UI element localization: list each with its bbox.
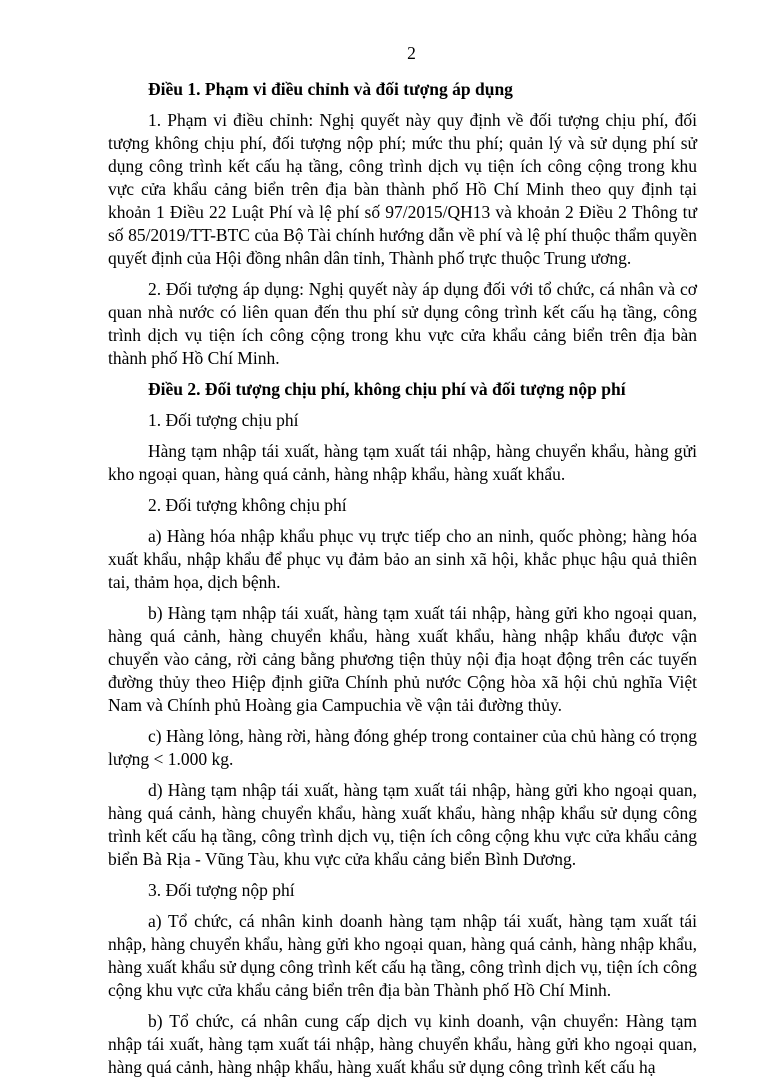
article-2-heading: Điều 2. Đối tượng chịu phí, không chịu phí và đối tượng nộp phí (148, 379, 626, 399)
page-number: 2 (407, 43, 416, 63)
article-2-clause-1-title: 1. Đối tượng chịu phí (148, 410, 299, 430)
article-2-clause-2-point-a: a) Hàng hóa nhập khẩu phục vụ trực tiếp cho an ninh, quốc phòng; hàng hóa xuất khẩu, nhập khẩu để phục vụ đảm bảo an sinh xã hội, khắc phục hậu quả thiên tai, thảm họa, dịch bệnh. (108, 526, 697, 592)
article-2-clause-2-point-b: b) Hàng tạm nhập tái xuất, hàng tạm xuất tái nhập, hàng gửi kho ngoại quan, hàng quá cảnh, hàng chuyển khẩu, hàng xuất khẩu, hàng nhập khẩu được vận chuyển vào cảng, rời cảng bằng phương tiện thủy nội địa hoạt động trên các tuyến đường thủy theo Hiệp định giữa Chính phủ nước Cộng hòa xã hội chủ nghĩa Việt Nam và Chính phủ Hoàng gia Campuchia về vận tải đường thủy. (108, 603, 697, 715)
article-2-clause-1-body: Hàng tạm nhập tái xuất, hàng tạm xuất tái nhập, hàng chuyển khẩu, hàng gửi kho ngoại quan, hàng quá cảnh, hàng nhập khẩu, hàng xuất khẩu. (108, 441, 697, 484)
article-2-clause-2-point-c: c) Hàng lỏng, hàng rời, hàng đóng ghép trong container của chủ hàng có trọng lượng < 1.000 kg. (108, 726, 697, 769)
article-1-clause-2: 2. Đối tượng áp dụng: Nghị quyết này áp dụng đối với tổ chức, cá nhân và cơ quan nhà nước có liên quan đến thu phí sử dụng công trình kết cấu hạ tầng, công trình dịch vụ tiện ích công cộng trong khu vực cửa khẩu cảng biển trên địa bàn thành phố Hồ Chí Minh. (108, 279, 697, 368)
article-2-clause-3-point-b: b) Tổ chức, cá nhân cung cấp dịch vụ kinh doanh, vận chuyển: Hàng tạm nhập tái xuất, hàng tạm xuất tái nhập, hàng chuyển khẩu, hàng gửi kho ngoại quan, hàng quá cảnh, hàng nhập khẩu, hàng xuất khẩu sử dụng công trình kết cấu hạ (108, 1011, 697, 1077)
article-1-heading: Điều 1. Phạm vi điều chỉnh và đối tượng áp dụng (148, 79, 513, 99)
article-2-clause-2-point-d: d) Hàng tạm nhập tái xuất, hàng tạm xuất tái nhập, hàng gửi kho ngoại quan, hàng quá cảnh, hàng chuyển khẩu, hàng xuất khẩu, hàng nhập khẩu sử dụng công trình kết cấu hạ tầng, công trình dịch vụ, tiện ích công cộng khu vực cửa khẩu cảng biển Bà Rịa - Vũng Tàu, khu vực cửa khẩu cảng biển Bình Dương. (108, 780, 697, 869)
article-2-clause-2-title: 2. Đối tượng không chịu phí (148, 495, 347, 515)
article-2-clause-3-title: 3. Đối tượng nộp phí (148, 880, 295, 900)
article-1-clause-1: 1. Phạm vi điều chỉnh: Nghị quyết này quy định về đối tượng chịu phí, đối tượng không chịu phí, đối tượng nộp phí; mức thu phí; quản lý và sử dụng phí sử dụng công trình kết cấu hạ tầng, công trình dịch vụ tiện ích công cộng trong khu vực cửa khẩu cảng biển trên địa bàn thành phố Hồ Chí Minh theo quy định tại khoản 1 Điều 22 Luật Phí và lệ phí số 97/2015/QH13 và khoản 2 Điều 2 Thông tư số 85/2019/TT-BTC của Bộ Tài chính hướng dẫn về phí và lệ phí thuộc thẩm quyền quyết định của Hội đồng nhân dân tỉnh, Thành phố trực thuộc Trung ương. (108, 110, 697, 268)
article-2-clause-3-point-a: a) Tổ chức, cá nhân kinh doanh hàng tạm nhập tái xuất, hàng tạm xuất tái nhập, hàng chuyển khẩu, hàng gửi kho ngoại quan, hàng quá cảnh, hàng nhập khẩu, hàng xuất khẩu sử dụng công trình kết cấu hạ tầng, công trình dịch vụ, tiện ích công cộng khu vực cửa khẩu cảng biển trên địa bàn Thành phố Hồ Chí Minh. (108, 911, 697, 1000)
